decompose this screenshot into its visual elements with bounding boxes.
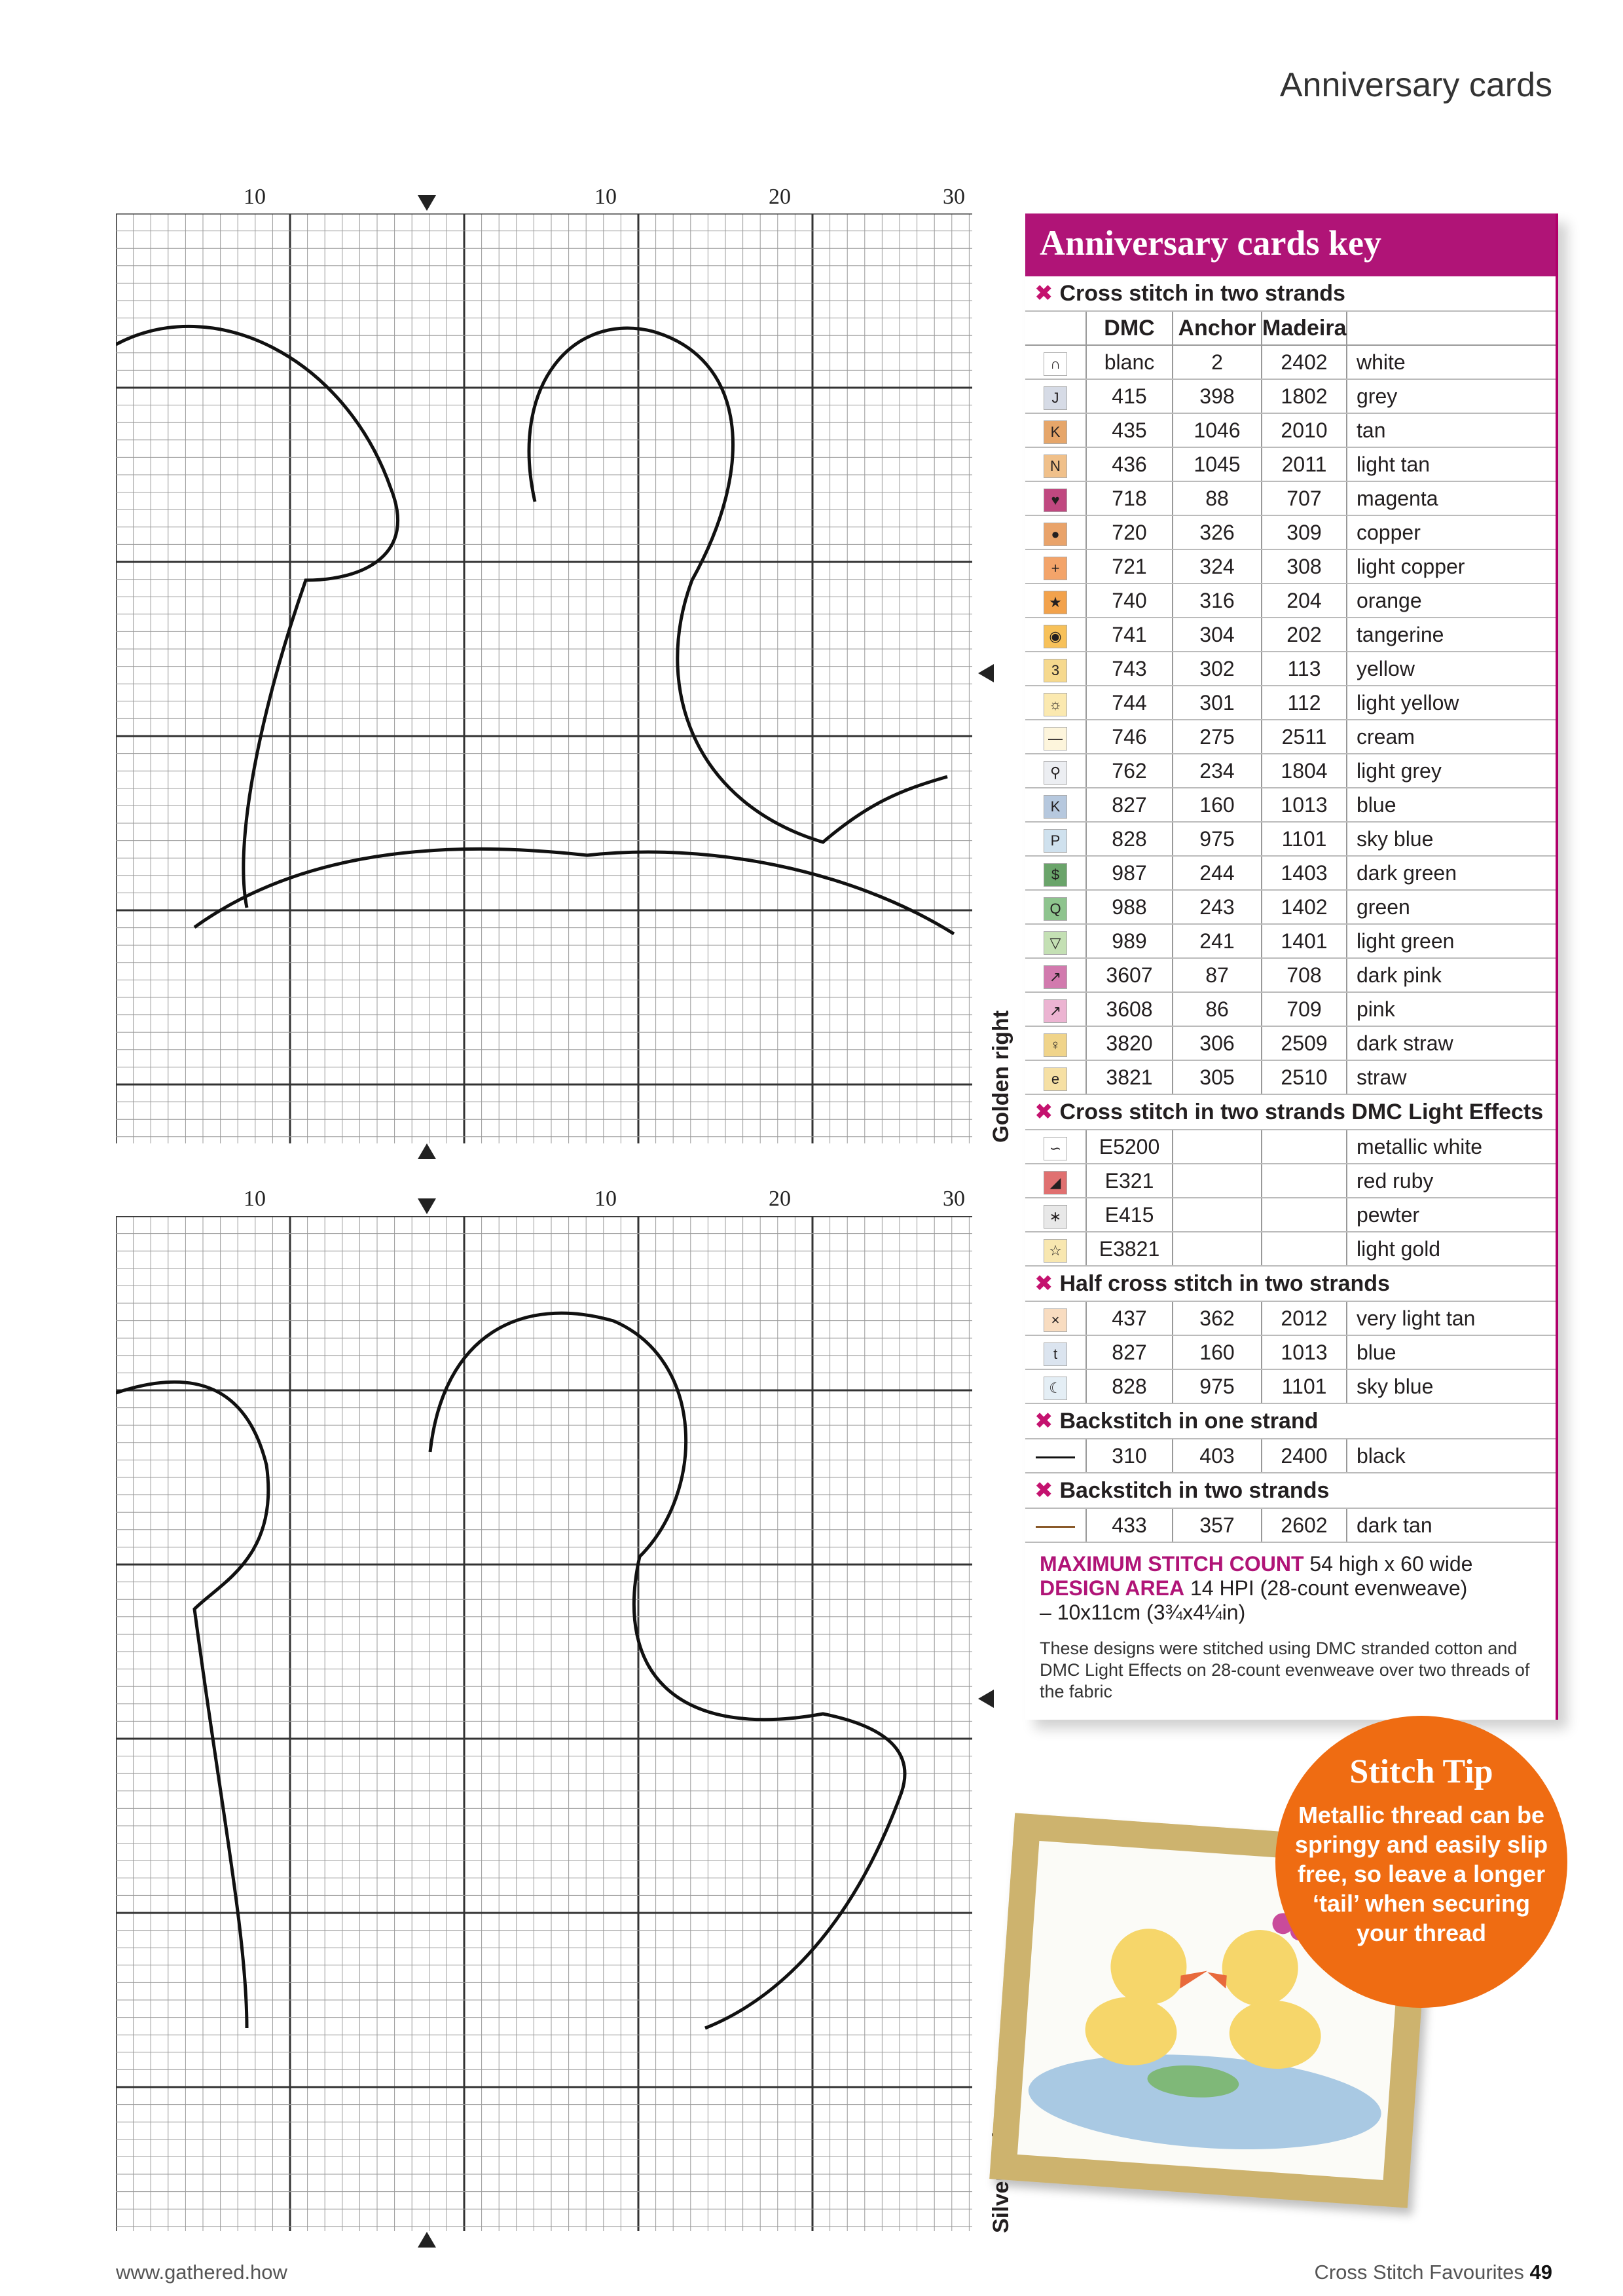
swatch-cell [1025,1027,1087,1060]
key-row [1025,788,1556,823]
chart-bottom-svg [116,1216,972,2231]
thread-symbol-icon: t [1044,1342,1067,1366]
anchor-number: 160 [1173,1336,1262,1369]
thread-name: straw [1357,1065,1407,1089]
swatch-cell [1025,618,1087,651]
thread-symbol-icon: ☼ [1044,693,1067,716]
thread-name: white [1357,350,1406,374]
key-row [1025,959,1556,993]
anchor-number: 234 [1173,754,1262,787]
anchor-number: 326 [1173,516,1262,549]
dmc-number: blanc [1087,346,1173,379]
anchor-number: 302 [1173,652,1262,685]
chart-bottom-col-number: 10 [594,1187,617,1211]
swatch-cell [1025,1302,1087,1335]
thread-name: red ruby [1357,1169,1434,1193]
madeira-number: 2012 [1262,1302,1347,1335]
dmc-number: 827 [1087,788,1173,821]
swatch-cell [1025,925,1087,957]
anchor-number: 316 [1173,584,1262,617]
dmc-number: 988 [1087,891,1173,923]
thread-name: light grey [1357,759,1442,783]
thread-name: pink [1357,997,1395,1021]
thread-name: very light tan [1357,1306,1476,1330]
anchor-number [1173,1198,1262,1231]
dmc-number: 721 [1087,550,1173,583]
anchor-number: 357 [1173,1509,1262,1542]
madeira-number: 308 [1262,550,1347,583]
madeira-number: 204 [1262,584,1347,617]
swatch-cell [1025,550,1087,583]
thread-name: magenta [1357,487,1438,510]
thread-name: pewter [1357,1203,1420,1227]
col-anchor: Anchor [1173,312,1262,344]
madeira-number [1262,1198,1347,1231]
anchor-number: 1045 [1173,448,1262,481]
madeira-number: 1013 [1262,788,1347,821]
thread-symbol-icon: ♥ [1044,489,1067,512]
grid-background [116,1216,972,2231]
dmc-number: 746 [1087,720,1173,753]
dmc-number: 741 [1087,618,1173,651]
anchor-number: 1046 [1173,414,1262,447]
madeira-number: 1101 [1262,823,1347,855]
swatch-cell [1025,584,1087,617]
key-row [1025,925,1556,959]
swatch-cell [1025,1336,1087,1369]
thread-symbol-icon: ● [1044,523,1067,546]
madeira-number: 708 [1262,959,1347,991]
madeira-number: 113 [1262,652,1347,685]
swatch-cell [1025,414,1087,447]
key-row [1025,891,1556,925]
dmc-number: 718 [1087,482,1173,515]
dmc-number: 762 [1087,754,1173,787]
thread-symbol-icon: ♀ [1044,1033,1067,1057]
anchor-number: 301 [1173,686,1262,719]
chart-top-grid [116,213,972,1143]
thread-name: blue [1357,1341,1396,1364]
chart-top-col-number: 10 [244,185,266,209]
key-row [1025,346,1556,380]
key-row [1025,1232,1556,1267]
thread-symbol-icon: ★ [1044,591,1067,614]
anchor-number: 88 [1173,482,1262,515]
key-row [1025,1439,1556,1473]
dmc-number: 3820 [1087,1027,1173,1060]
thread-symbol-icon: J [1044,386,1067,410]
anchor-number: 244 [1173,857,1262,889]
thread-name: dark green [1357,861,1457,885]
thread-name: blue [1357,793,1396,817]
madeira-number: 1402 [1262,891,1347,923]
thread-name: sky blue [1357,1375,1434,1398]
thread-symbol-icon: 3 [1044,659,1067,682]
key-row [1025,1509,1556,1543]
madeira-number [1262,1164,1347,1197]
thread-symbol-icon: ⚲ [1044,761,1067,785]
madeira-number: 2010 [1262,414,1347,447]
col-madeira: Madeira [1262,312,1347,344]
madeira-number: 1401 [1262,925,1347,957]
stitch-tip-badge [1275,1716,1567,2008]
swatch-cell [1025,482,1087,515]
dmc-number: 989 [1087,925,1173,957]
fabric-note: These designs were stitched using DMC stranded cotton and DMC Light Effects on 28-count evenweave over two threads of the fabric [1040,1639,1530,1701]
swatch-cell [1025,1130,1087,1163]
thread-symbol-icon: ◉ [1044,625,1067,648]
thread-name: orange [1357,589,1422,612]
thread-name: dark straw [1357,1031,1453,1055]
madeira-number [1262,1232,1347,1265]
key-title: Anniversary cards key [1025,213,1556,276]
key-row [1025,448,1556,482]
swatch-cell [1025,1164,1087,1197]
anchor-number [1173,1164,1262,1197]
thread-symbol-icon: Q [1044,897,1067,921]
swatch-cell [1025,380,1087,413]
anchor-number: 305 [1173,1061,1262,1094]
thread-symbol-icon: ◢ [1044,1171,1067,1194]
thread-name: dark pink [1357,963,1442,987]
swatch-cell [1025,959,1087,991]
anchor-number: 398 [1173,380,1262,413]
chart-bottom-col-number: 20 [769,1187,791,1211]
anchor-number: 362 [1173,1302,1262,1335]
backstitch-two-list [1025,1509,1556,1543]
dmc-number: 987 [1087,857,1173,889]
swatch-cell [1025,1370,1087,1403]
anchor-number: 275 [1173,720,1262,753]
center-arrow-icon [418,1143,436,1159]
thread-name: yellow [1357,657,1415,680]
key-row [1025,1336,1556,1370]
key-row [1025,686,1556,720]
madeira-number: 309 [1262,516,1347,549]
swatch-cell [1025,448,1087,481]
dmc-number: E415 [1087,1198,1173,1231]
key-row [1025,1027,1556,1061]
key-section-cross: ✖ Cross stitch in two strands [1025,276,1556,312]
section-title: Anniversary cards [1279,66,1552,104]
thread-name: light yellow [1357,691,1459,714]
madeira-number: 709 [1262,993,1347,1026]
madeira-number: 2510 [1262,1061,1347,1094]
anchor-number: 86 [1173,993,1262,1026]
chart-bottom-grid [116,1216,972,2231]
stitch-count: MAXIMUM STITCH COUNT 54 high x 60 wide DESIGN AREA 14 HPI (28-count evenweave) – 10x11cm (3¾x4¼in) [1040,1552,1473,1624]
dmc-number: 3608 [1087,993,1173,1026]
thread-name: sky blue [1357,827,1434,851]
thread-symbol-icon: $ [1044,863,1067,887]
dmc-number: 828 [1087,823,1173,855]
key-row [1025,720,1556,754]
thread-symbol-icon: ∽ [1044,1137,1067,1160]
dmc-number: 3821 [1087,1061,1173,1094]
chart-bottom-col-number: 30 [943,1187,965,1211]
cross-icon: ✖ [1034,1271,1053,1296]
thread-name: light tan [1357,453,1431,476]
chart-top-side-label: Golden right [989,1010,1013,1143]
thread-name: black [1357,1444,1406,1468]
thread-symbol-icon: ↗ [1044,999,1067,1023]
dmc-number: 744 [1087,686,1173,719]
key-section-back1: ✖ Backstitch in one strand [1025,1404,1556,1439]
cross-icon: ✖ [1034,1100,1053,1124]
thread-name: tangerine [1357,623,1444,646]
thread-name: grey [1357,384,1398,408]
key-row [1025,1061,1556,1095]
key-row [1025,857,1556,891]
thread-symbol-icon: + [1044,557,1067,580]
col-dmc: DMC [1087,312,1173,344]
backstitch-line-icon [1036,1456,1075,1458]
dmc-number: 415 [1087,380,1173,413]
thread-symbol-icon: × [1044,1308,1067,1332]
key-panel [1025,213,1558,1720]
anchor-number: 160 [1173,788,1262,821]
key-row [1025,482,1556,516]
madeira-number: 707 [1262,482,1347,515]
madeira-number: 1802 [1262,380,1347,413]
thread-name: tan [1357,418,1386,442]
thread-name: metallic white [1357,1135,1483,1158]
madeira-number: 2011 [1262,448,1347,481]
key-section-half: ✖ Half cross stitch in two strands [1025,1267,1556,1302]
key-column-headers [1025,312,1556,346]
madeira-number [1262,1130,1347,1163]
thread-symbol-icon: K [1044,795,1067,819]
thread-symbol-icon: ▽ [1044,931,1067,955]
key-row [1025,516,1556,550]
chart-top-col-number: 20 [769,185,791,209]
madeira-number: 2602 [1262,1509,1347,1542]
key-row [1025,1370,1556,1404]
stitch-tip-title: Stitch Tip [1349,1753,1493,1790]
thread-name: dark tan [1357,1513,1432,1537]
dmc-number: E5200 [1087,1130,1173,1163]
chart-bottom-col-number: 10 [244,1187,266,1211]
key-row [1025,1130,1556,1164]
madeira-number: 1013 [1262,1336,1347,1369]
cross-icon: ✖ [1034,281,1053,306]
key-row [1025,823,1556,857]
thread-symbol-icon: ∗ [1044,1205,1067,1229]
thread-symbol-icon: N [1044,454,1067,478]
madeira-number: 2509 [1262,1027,1347,1060]
madeira-number: 2400 [1262,1439,1347,1472]
anchor-number: 324 [1173,550,1262,583]
dmc-number: 827 [1087,1336,1173,1369]
swatch-cell [1025,1232,1087,1265]
thread-name: light copper [1357,555,1465,578]
backstitch-line-icon [1036,1526,1075,1528]
chart-top-col-number: 10 [594,185,617,209]
dmc-number: 436 [1087,448,1173,481]
key-section-back2: ✖ Backstitch in two strands [1025,1473,1556,1509]
thread-symbol-icon: e [1044,1067,1067,1091]
anchor-number: 243 [1173,891,1262,923]
dmc-number: 720 [1087,516,1173,549]
thread-list [1025,346,1556,1095]
anchor-number: 2 [1173,346,1262,379]
key-row [1025,550,1556,584]
swatch-cell [1025,686,1087,719]
backstitch-one-list [1025,1439,1556,1473]
dmc-number: 310 [1087,1439,1173,1472]
key-row [1025,380,1556,414]
swatch-cell [1025,346,1087,379]
thread-symbol-icon: K [1044,420,1067,444]
thread-symbol-icon: ☆ [1044,1239,1067,1263]
dmc-number: 740 [1087,584,1173,617]
dmc-number: 828 [1087,1370,1173,1403]
anchor-number: 403 [1173,1439,1262,1472]
anchor-number: 306 [1173,1027,1262,1060]
center-arrow-icon [418,195,436,211]
key-row [1025,618,1556,652]
dmc-number: 437 [1087,1302,1173,1335]
madeira-number: 2511 [1262,720,1347,753]
madeira-number: 2402 [1262,346,1347,379]
anchor-number: 975 [1173,1370,1262,1403]
swatch-cell [1025,891,1087,923]
key-row [1025,652,1556,686]
key-section-light: ✖ Cross stitch in two strands DMC Light Effects [1025,1095,1556,1130]
anchor-number [1173,1232,1262,1265]
madeira-number: 112 [1262,686,1347,719]
anchor-number [1173,1130,1262,1163]
swatch-cell [1025,754,1087,787]
madeira-number: 202 [1262,618,1347,651]
dmc-number: 3607 [1087,959,1173,991]
thread-name: light green [1357,929,1455,953]
cross-icon: ✖ [1034,1409,1053,1434]
swatch-cell [1025,1439,1087,1472]
key-row [1025,414,1556,448]
swatch-cell [1025,516,1087,549]
swatch-cell [1025,720,1087,753]
thread-symbol-icon: ☾ [1044,1377,1067,1400]
footer-url: www.gathered.how [116,2261,287,2284]
chart-top-svg [116,213,972,1143]
swatch-cell [1025,788,1087,821]
thread-symbol-icon: ∩ [1044,352,1067,376]
dmc-number: 435 [1087,414,1173,447]
thread-symbol-icon: ↗ [1044,965,1067,989]
thread-symbol-icon: — [1044,727,1067,750]
half-cross-list [1025,1302,1556,1404]
madeira-number: 1403 [1262,857,1347,889]
key-row [1025,584,1556,618]
thread-name: light gold [1357,1237,1441,1261]
swatch-cell [1025,993,1087,1026]
key-row [1025,993,1556,1027]
dmc-number: 433 [1087,1509,1173,1542]
key-row [1025,1302,1556,1336]
footer-page: Cross Stitch Favourites 49 [1314,2261,1552,2284]
key-row [1025,754,1556,788]
cross-icon: ✖ [1034,1478,1053,1503]
anchor-number: 87 [1173,959,1262,991]
swatch-cell [1025,823,1087,855]
thread-name: green [1357,895,1410,919]
chart-top-col-number: 30 [943,185,965,209]
center-arrow-icon [418,2232,436,2248]
dmc-number: E321 [1087,1164,1173,1197]
thread-name: cream [1357,725,1415,749]
swatch-cell [1025,1198,1087,1231]
light-effects-list [1025,1130,1556,1267]
center-arrow-icon [978,664,994,682]
center-arrow-icon [418,1198,436,1214]
madeira-number: 1804 [1262,754,1347,787]
dmc-number: E3821 [1087,1232,1173,1265]
thread-name: copper [1357,521,1421,544]
anchor-number: 304 [1173,618,1262,651]
thread-symbol-icon: P [1044,829,1067,853]
swatch-cell [1025,1061,1087,1094]
madeira-number: 1101 [1262,1370,1347,1403]
anchor-number: 975 [1173,823,1262,855]
stitch-tip-text: Metallic thread can be springy and easily slip free, so leave a longer ‘tail’ when securing your thread [1294,1802,1548,1946]
swatch-cell [1025,652,1087,685]
swatch-cell [1025,1509,1087,1542]
dmc-number: 743 [1087,652,1173,685]
key-row [1025,1164,1556,1198]
anchor-number: 241 [1173,925,1262,957]
swatch-cell [1025,857,1087,889]
center-arrow-icon [978,1690,994,1708]
key-row [1025,1198,1556,1232]
